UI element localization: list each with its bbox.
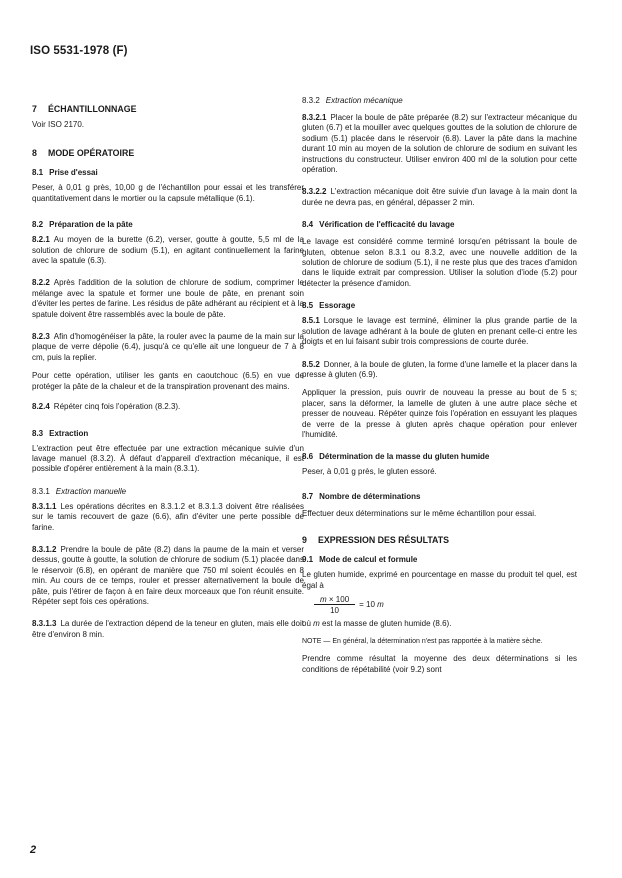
section-8-heading: 8 MODE OPÉRATOIRE xyxy=(32,148,135,159)
section-7-text: Voir ISO 2170. xyxy=(32,120,85,129)
paragraph-8-2-3: 8.2.3 Afin d'homogénéiser la pâte, la rouler avec la paume de la main sur la plaque de verre dépolie (6.4), jusqu'à ce qu'elle ait une longueur de 7 à 8 cm, puis la replier. xyxy=(32,332,304,362)
paragraph-8-2-1: 8.2.1 Au moyen de la burette (6.2), verser, goutte à goutte, 5,5 ml de la solution de chlorure de sodium (5.1), en agitant continuellement la farine avec la spatule (6.3). xyxy=(32,235,304,266)
note: NOTE — En général, la détermination n'est pas rapportée à la matière sèche. xyxy=(302,638,543,646)
section-9-1-heading: 9.1 Mode de calcul et formule xyxy=(302,555,418,565)
section-8-1-text: Peser, à 0,01 g près, 10,00 g de l'échantillon pour essai et les transférer quantitativement dans le mortier ou la capsule métallique (6.1). xyxy=(32,183,304,203)
section-8-3-heading: 8.3 Extraction xyxy=(32,428,89,438)
formula-result: = 10 m xyxy=(359,600,384,610)
formula xyxy=(314,595,577,615)
formula-where: où m est la masse de gluten humide (8.6). xyxy=(302,618,452,628)
section-8-1-heading: 8.1 Prise d'essai xyxy=(32,168,98,178)
final-paragraph: Prendre comme résultat la moyenne des deux déterminations si les conditions de répétabilité (voir 9.2) sont xyxy=(302,654,577,674)
paragraph-8-5-2: 8.5.2 Donner, à la boule de gluten, la forme d'une lamelle et la placer dans la presse à gluten (6.9). xyxy=(302,359,577,379)
section-9-1-text: Le gluten humide, exprimé en pourcentage en masse du produit tel quel, est égal à xyxy=(302,570,577,590)
section-8-6-text: Peser, à 0,01 g près, le gluten essoré. xyxy=(302,467,437,477)
section-8-2-heading: 8.2 Préparation de la pâte xyxy=(32,220,133,230)
page-number: 2 xyxy=(30,844,37,856)
section-8-3-2-heading: 8.3.2 Extraction mécanique xyxy=(302,96,403,105)
section-7-heading: 7 ÉCHANTILLONNAGE xyxy=(32,104,137,114)
paragraph-8-3-2-2: 8.3.2.2 L'extraction mécanique doit être suivie d'un lavage à la main dont la durée ne devra pas, en général, dépasser 2 min. xyxy=(302,187,577,207)
section-8-3-text: L'extraction peut être effectuée par une extraction mécanique suivie d'un lavage manuel (8.3.2). À défaut d'appareil d'extraction mécanique, il est possible d'opérer entièrement à la main (8.3.1). xyxy=(32,443,304,474)
document-header: ISO 5531-1978 (F) xyxy=(30,45,128,57)
paragraph-8-3-1-1: 8.3.1.1 Les opérations décrites en 8.3.1.2 et 8.3.1.3 doivent être réalisées sur le tamis recouvert de gaze (6.6), afin d'éviter une perte possible de farine. xyxy=(32,501,304,532)
left-column xyxy=(32,100,304,640)
section-8-3-1-heading: 8.3.1 Extraction manuelle xyxy=(32,486,127,496)
section-8-5-heading: 8.5 Essorage xyxy=(302,301,356,311)
paragraph-8-2-4: 8.2.4 Répéter cinq fois l'opération (8.2.3). xyxy=(32,402,181,412)
section-8-6-heading: 8.6 Détermination de la masse du gluten humide xyxy=(302,452,490,462)
section-8-4-heading: 8.4 Vérification de l'efficacité du lavage xyxy=(302,220,455,230)
paragraph-8-3-1-3: 8.3.1.3 La durée de l'extraction dépend de la teneur en gluten, mais elle doit être d'environ 8 min. xyxy=(32,619,304,639)
section-8-7-text: Effectuer deux déterminations sur le même échantillon pour essai. xyxy=(302,508,537,518)
formula-fraction: $\frac{m \times 100}{10}$ xyxy=(314,595,355,615)
section-8-7-heading: 8.7 Nombre de déterminations xyxy=(302,491,421,501)
paragraph-8-3-2-1: 8.3.2.1 Placer la boule de pâte préparée (8.2) sur l'extracteur mécanique du gluten (6.7) et la mouiller avec quelques gouttes de la solution de chlorure de sodium (5.1) placée dans le réservoir (6.8). Laver la pâte dans la machine durant 10 min au moyen de la solution de chlorure de sodium en suivant les instructions du constructeur. Utiliser environ 400 ml de la solution pour cette opération. xyxy=(302,113,577,175)
paragraph-8-2-2: 8.2.2 Après l'addition de la solution de chlorure de sodium, comprimer le mélange avec la spatule et former une boule de pâte, en prenant soin d'éviter les pertes de farine. Les résidus de pâte adhérant au récipient et à la spatule doivent être rassemblés avec la boule de pâte. xyxy=(32,278,304,319)
paragraph-8-3-1-2: 8.3.1.2 Prendre la boule de pâte (8.2) dans la paume de la main et verser dessus, goutte à goutte, la solution de chlorure de sodium (5.1) placée dans le réservoir (6.8), en opérant de manière que 750 ml soient écoulés en 8 min. Au cours de ce temps, rouler et presser alternativement la boule de pâte, puis l'étirer de façon à en faire deux morceaux que l'on réunit ensuite. Répéter sept fois ces opérations. xyxy=(32,544,304,606)
paragraph-8-5-2-continued: Appliquer la pression, puis ouvrir de nouveau la presse au bout de 5 s; placer, sans la déformer, la lamelle de gluten à une autre place sèche et presser de nouveau. Répéter quinze fois l'opération en essuyant les plaques de verre de la presse à gluten après chaque opération pour enlever l'humidité. xyxy=(302,388,577,439)
paragraph-8-5-1: 8.5.1 Lorsque le lavage est terminé, éliminer la plus grande partie de la solution de lavage adhérant à la boule de gluten en prenant celle-ci entre les doigts et en lui faisant subir trois compressions de courte durée. xyxy=(302,316,577,347)
right-column xyxy=(302,96,577,675)
section-9-heading: 9 EXPRESSION DES RÉSULTATS xyxy=(302,535,449,546)
section-8-4-text: Le lavage est considéré comme terminé lorsqu'en pétrissant la boule de gluten, obtenue selon 8.3.1 ou 8.3.2, avec une nouvelle addition de la solution de chlorure de sodium (5.1), il ne reste plus que des traces d'amidon dans le liquide extrait par compression. Utiliser la solution d'iode (5.2) pour détecter la présence d'amidon. xyxy=(302,237,577,288)
paragraph-8-2-3-continued: Pour cette opération, utiliser les gants en caoutchouc (6.5) en vue de protéger la pâte de la chaleur et de la transpiration provenant des mains. xyxy=(32,371,304,391)
